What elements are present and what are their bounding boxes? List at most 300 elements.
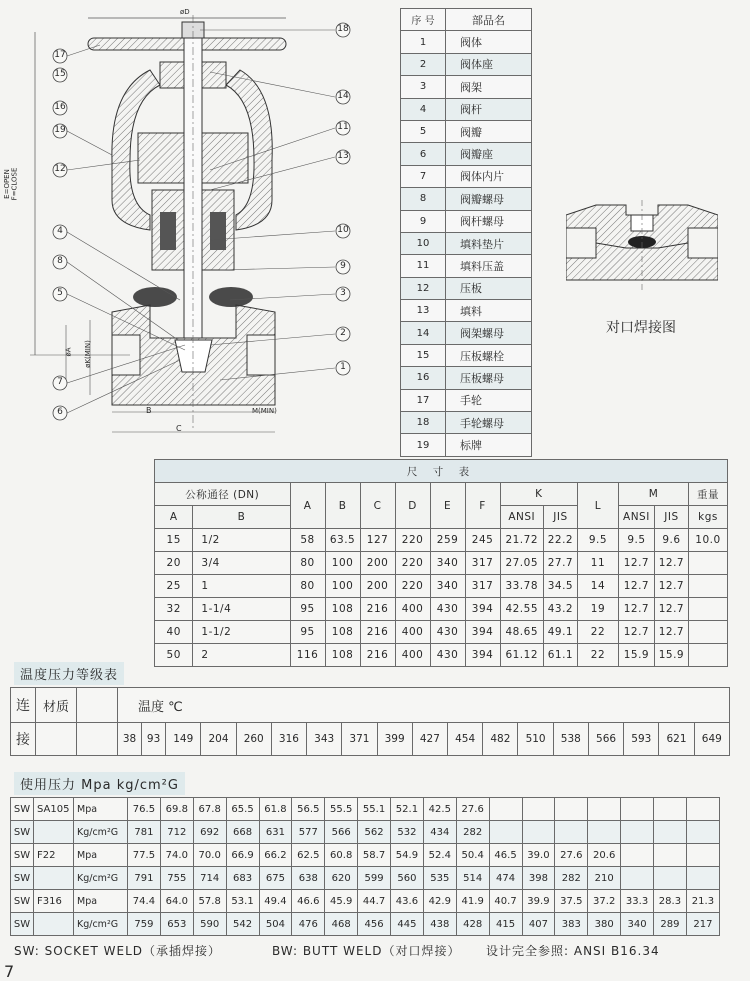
dim-cell-d: 400	[395, 598, 430, 621]
part-name: 压板	[446, 277, 532, 299]
pressure-value: 445	[391, 913, 424, 936]
pressure-value: 577	[292, 821, 325, 844]
col-header-k: K	[500, 483, 577, 506]
dimension-row	[155, 552, 728, 575]
temperature-value: 621	[659, 723, 694, 756]
pressure-unit: Kg/cm²G	[74, 913, 128, 936]
parts-table	[400, 8, 532, 457]
callout-10: 10	[337, 225, 349, 235]
pressure-value: 791	[128, 867, 161, 890]
callout-19: 19	[54, 125, 66, 135]
pressure-value: 27.6	[456, 798, 489, 821]
part-name: 阀杆螺母	[446, 210, 532, 232]
pressure-value	[654, 821, 687, 844]
pressure-value: 562	[358, 821, 391, 844]
pressure-value: 468	[325, 913, 358, 936]
dim-cell-m1: 12.7	[618, 575, 654, 598]
parts-row	[401, 412, 532, 434]
dim-cell-a: 80	[290, 575, 325, 598]
pressure-value: 535	[423, 867, 456, 890]
pressure-value: 210	[588, 867, 621, 890]
dim-cell-d: 220	[395, 529, 430, 552]
callout-7: 7	[57, 377, 63, 387]
dim-cell-a: 32	[155, 598, 193, 621]
parts-row	[401, 165, 532, 187]
pressure-value: 456	[358, 913, 391, 936]
col-header-b: B	[325, 483, 360, 529]
pressure-value	[555, 821, 588, 844]
pressure-value: 282	[456, 821, 489, 844]
pressure-value: 55.5	[325, 798, 358, 821]
part-name: 手轮	[446, 389, 532, 411]
part-number: 5	[401, 120, 446, 142]
dimension-table	[154, 459, 728, 667]
part-name: 填料	[446, 300, 532, 322]
temperature-value: 371	[342, 723, 377, 756]
part-name: 填料压盖	[446, 255, 532, 277]
pressure-value: 289	[654, 913, 687, 936]
pressure-value: 20.6	[588, 844, 621, 867]
pressure-value: 46.5	[489, 844, 522, 867]
pressure-value	[621, 844, 654, 867]
pressure-value	[489, 798, 522, 821]
dim-cell-w	[689, 552, 728, 575]
dim-cell-l: 22	[577, 621, 618, 644]
pressure-value: 638	[292, 867, 325, 890]
parts-row	[401, 31, 532, 53]
parts-header-name: 部品名	[446, 9, 532, 31]
temperature-value: 427	[412, 723, 447, 756]
dim-cell-c: 127	[360, 529, 395, 552]
sub-header-weight: kgs	[689, 506, 728, 529]
col-header-m: M	[618, 483, 688, 506]
part-number: 1	[401, 31, 446, 53]
dim-cell-b: 108	[325, 644, 360, 667]
temperature-section-title: 温度压力等级表	[14, 662, 124, 685]
pressure-value: 675	[259, 867, 292, 890]
sub-header-m-ansi: ANSI	[618, 506, 654, 529]
dim-cell-a: 95	[290, 598, 325, 621]
dim-label-d0: øD	[180, 8, 190, 16]
dim-cell-l: 9.5	[577, 529, 618, 552]
pressure-value: 50.4	[456, 844, 489, 867]
pressure-value: 28.3	[654, 890, 687, 913]
dim-cell-b: 1	[193, 575, 290, 598]
callout-6: 6	[57, 407, 63, 417]
col-header-a: A	[290, 483, 325, 529]
pressure-value: 66.2	[259, 844, 292, 867]
dim-cell-a: 50	[155, 644, 193, 667]
part-name: 阀架螺母	[446, 322, 532, 344]
part-name: 阀杆	[446, 98, 532, 120]
pressure-value: 590	[193, 913, 226, 936]
pressure-value: 27.6	[555, 844, 588, 867]
pressure-value: 61.8	[259, 798, 292, 821]
dim-cell-m1: 12.7	[618, 598, 654, 621]
pressure-value: 65.5	[226, 798, 259, 821]
pressure-value: 44.7	[358, 890, 391, 913]
parts-table-header	[401, 9, 532, 31]
temperature-table	[10, 687, 730, 756]
callout-14: 14	[337, 91, 349, 101]
pressure-value: 54.9	[391, 844, 424, 867]
col-header-l: L	[577, 483, 618, 529]
parts-row	[401, 53, 532, 75]
pressure-value: 282	[555, 867, 588, 890]
pressure-value: 40.7	[489, 890, 522, 913]
page-number: 7	[4, 962, 15, 981]
temperature-value: 260	[236, 723, 271, 756]
dim-cell-k2: 43.2	[543, 598, 577, 621]
dim-cell-w	[689, 575, 728, 598]
pressure-value: 560	[391, 867, 424, 890]
pressure-value: 49.4	[259, 890, 292, 913]
pressure-value: 57.8	[193, 890, 226, 913]
pressure-value: 755	[160, 867, 193, 890]
pressure-value	[588, 798, 621, 821]
pressure-value: 532	[391, 821, 424, 844]
callout-5: 5	[57, 288, 63, 298]
pressure-value: 37.5	[555, 890, 588, 913]
part-name: 压板螺母	[446, 367, 532, 389]
dimension-table-title: 尺 寸 表	[155, 460, 728, 483]
pressure-value: 56.5	[292, 798, 325, 821]
part-number: 10	[401, 232, 446, 254]
dim-cell-w	[689, 598, 728, 621]
pressure-value: 60.8	[325, 844, 358, 867]
part-number: 15	[401, 344, 446, 366]
dim-cell-m2: 12.7	[654, 552, 688, 575]
parts-row	[401, 188, 532, 210]
pressure-value: 69.8	[160, 798, 193, 821]
temperature-label: 温度 ℃	[118, 688, 730, 723]
part-number: 9	[401, 210, 446, 232]
pressure-value: 620	[325, 867, 358, 890]
part-name: 压板螺栓	[446, 344, 532, 366]
pressure-value: 37.2	[588, 890, 621, 913]
part-name: 标牌	[446, 434, 532, 456]
dim-cell-e: 430	[430, 644, 465, 667]
pressure-value: 759	[128, 913, 161, 936]
connection-type: SW	[11, 913, 34, 936]
pressure-value: 70.0	[193, 844, 226, 867]
dim-cell-b: 3/4	[193, 552, 290, 575]
dim-cell-a: 20	[155, 552, 193, 575]
temperature-value: 593	[624, 723, 659, 756]
parts-row	[401, 120, 532, 142]
footer-socket-weld: SW: SOCKET WELD（承插焊接）	[14, 944, 222, 958]
dim-label-k: øK(MIN)	[83, 340, 92, 368]
pressure-value: 692	[193, 821, 226, 844]
pressure-value	[489, 821, 522, 844]
dim-cell-k2: 34.5	[543, 575, 577, 598]
col-header-c: C	[360, 483, 395, 529]
material-label: 材质	[36, 688, 77, 723]
dim-cell-c: 216	[360, 644, 395, 667]
dim-cell-e: 340	[430, 552, 465, 575]
dim-cell-b: 1-1/2	[193, 621, 290, 644]
temperature-value: 343	[307, 723, 342, 756]
pressure-value: 714	[193, 867, 226, 890]
callout-18: 18	[337, 24, 349, 34]
dim-cell-d: 220	[395, 552, 430, 575]
parts-row	[401, 389, 532, 411]
callout-4: 4	[57, 226, 63, 236]
dim-cell-b: 1-1/4	[193, 598, 290, 621]
pressure-value	[588, 821, 621, 844]
dim-cell-a: 80	[290, 552, 325, 575]
dim-label-m: M(MIN)	[252, 407, 277, 415]
parts-row	[401, 434, 532, 456]
pressure-value: 631	[259, 821, 292, 844]
col-header-f: F	[465, 483, 500, 529]
dim-cell-c: 216	[360, 621, 395, 644]
pressure-value: 52.1	[391, 798, 424, 821]
dim-cell-w	[689, 644, 728, 667]
dim-cell-b: 108	[325, 621, 360, 644]
dim-cell-w: 10.0	[689, 529, 728, 552]
part-number: 18	[401, 412, 446, 434]
part-number: 3	[401, 76, 446, 98]
pressure-value: 781	[128, 821, 161, 844]
dim-cell-m1: 12.7	[618, 552, 654, 575]
callout-12: 12	[54, 164, 66, 174]
pressure-value: 340	[621, 913, 654, 936]
dim-label-b: B	[146, 406, 152, 415]
pressure-value: 383	[555, 913, 588, 936]
pressure-value: 62.5	[292, 844, 325, 867]
conn-label-top: 连	[11, 688, 36, 723]
dim-cell-k1: 33.78	[500, 575, 543, 598]
dim-cell-b: 1/2	[193, 529, 290, 552]
dim-cell-a: 116	[290, 644, 325, 667]
pressure-value	[621, 798, 654, 821]
dim-cell-c: 200	[360, 552, 395, 575]
temperature-value: 149	[166, 723, 201, 756]
pressure-value: 566	[325, 821, 358, 844]
dim-cell-a: 15	[155, 529, 193, 552]
pressure-unit: Kg/cm²G	[74, 867, 128, 890]
dim-cell-k2: 27.7	[543, 552, 577, 575]
pressure-value: 653	[160, 913, 193, 936]
dim-cell-f: 317	[465, 575, 500, 598]
dim-cell-f: 317	[465, 552, 500, 575]
dim-cell-f: 245	[465, 529, 500, 552]
callout-15: 15	[54, 69, 66, 79]
callout-13: 13	[337, 151, 349, 161]
part-name: 阀体	[446, 31, 532, 53]
callout-1: 1	[340, 362, 346, 372]
temperature-value: 649	[694, 723, 729, 756]
dim-cell-a: 40	[155, 621, 193, 644]
footer-reference: 设计完全参照: ANSI B16.34	[486, 944, 660, 958]
pressure-row	[11, 798, 720, 821]
temperature-value: 454	[448, 723, 483, 756]
pressure-value	[654, 844, 687, 867]
part-number: 19	[401, 434, 446, 456]
pressure-row	[11, 890, 720, 913]
sub-header-m-jis: JIS	[654, 506, 688, 529]
pressure-value: 39.9	[522, 890, 555, 913]
nominal-size-header: 公称通径 (DN)	[155, 483, 291, 506]
dim-cell-a: 95	[290, 621, 325, 644]
pressure-value: 66.9	[226, 844, 259, 867]
callout-2: 2	[340, 328, 346, 338]
parts-row	[401, 344, 532, 366]
part-number: 13	[401, 300, 446, 322]
pressure-value	[686, 821, 719, 844]
pressure-value	[654, 798, 687, 821]
dim-cell-k2: 61.1	[543, 644, 577, 667]
dim-cell-m2: 15.9	[654, 644, 688, 667]
pressure-value: 712	[160, 821, 193, 844]
pressure-row	[11, 913, 720, 936]
parts-row	[401, 277, 532, 299]
sub-header-a: A	[155, 506, 193, 529]
part-number: 16	[401, 367, 446, 389]
dim-label-a: øA	[64, 347, 73, 357]
dim-cell-d: 400	[395, 644, 430, 667]
part-name: 阀体内片	[446, 165, 532, 187]
pressure-value: 76.5	[128, 798, 161, 821]
pressure-value: 39.0	[522, 844, 555, 867]
dim-cell-m1: 9.5	[618, 529, 654, 552]
dim-cell-f: 394	[465, 644, 500, 667]
dim-cell-l: 14	[577, 575, 618, 598]
sub-header-k-jis: JIS	[543, 506, 577, 529]
pressure-row	[11, 844, 720, 867]
pressure-value: 74.4	[128, 890, 161, 913]
pressure-value: 42.9	[423, 890, 456, 913]
material: SA105	[34, 798, 74, 821]
pressure-value: 415	[489, 913, 522, 936]
temperature-value: 93	[142, 723, 166, 756]
callout-3: 3	[340, 288, 346, 298]
pressure-value	[621, 821, 654, 844]
dim-cell-l: 22	[577, 644, 618, 667]
pressure-value: 67.8	[193, 798, 226, 821]
pressure-value: 33.3	[621, 890, 654, 913]
dim-cell-k2: 49.1	[543, 621, 577, 644]
pressure-value: 43.6	[391, 890, 424, 913]
temperature-value: 538	[553, 723, 588, 756]
temperature-value: 38	[118, 723, 142, 756]
pressure-value: 476	[292, 913, 325, 936]
material	[34, 821, 74, 844]
dim-cell-k1: 61.12	[500, 644, 543, 667]
dim-cell-f: 394	[465, 598, 500, 621]
col-header-d: D	[395, 483, 430, 529]
pressure-row	[11, 821, 720, 844]
pressure-value: 407	[522, 913, 555, 936]
pressure-value: 21.3	[686, 890, 719, 913]
pressure-value: 428	[456, 913, 489, 936]
dim-cell-b: 63.5	[325, 529, 360, 552]
dimension-row	[155, 575, 728, 598]
pressure-value: 217	[686, 913, 719, 936]
part-name: 阀瓣螺母	[446, 188, 532, 210]
pressure-value	[686, 844, 719, 867]
dim-cell-w	[689, 621, 728, 644]
pressure-value: 74.0	[160, 844, 193, 867]
dim-cell-l: 11	[577, 552, 618, 575]
dim-cell-k1: 27.05	[500, 552, 543, 575]
pressure-value	[522, 798, 555, 821]
parts-row	[401, 322, 532, 344]
pressure-value: 504	[259, 913, 292, 936]
pressure-value: 53.1	[226, 890, 259, 913]
pressure-value	[686, 798, 719, 821]
conn-label-bottom: 接	[11, 723, 36, 756]
dim-cell-b: 2	[193, 644, 290, 667]
temperature-value: 566	[588, 723, 623, 756]
part-name: 阀体座	[446, 53, 532, 75]
pressure-value: 599	[358, 867, 391, 890]
part-number: 6	[401, 143, 446, 165]
part-name: 手轮螺母	[446, 412, 532, 434]
dimension-row	[155, 644, 728, 667]
pressure-value: 55.1	[358, 798, 391, 821]
pressure-value	[654, 867, 687, 890]
connection-type: SW	[11, 821, 34, 844]
callout-labels	[0, 0, 395, 445]
pressure-unit: Mpa	[74, 890, 128, 913]
pressure-row	[11, 867, 720, 890]
dim-cell-f: 394	[465, 621, 500, 644]
material	[34, 867, 74, 890]
part-name: 填料垫片	[446, 232, 532, 254]
pressure-value: 77.5	[128, 844, 161, 867]
parts-header-no: 序 号	[401, 9, 446, 31]
pressure-unit: Kg/cm²G	[74, 821, 128, 844]
pressure-value	[522, 821, 555, 844]
dimension-row	[155, 621, 728, 644]
pressure-value: 542	[226, 913, 259, 936]
dim-cell-m2: 12.7	[654, 621, 688, 644]
part-number: 17	[401, 389, 446, 411]
pressure-value: 41.9	[456, 890, 489, 913]
pressure-table	[10, 797, 720, 936]
connection-type: SW	[11, 844, 34, 867]
sub-header-b: B	[193, 506, 290, 529]
parts-row	[401, 210, 532, 232]
col-header-e: E	[430, 483, 465, 529]
temperature-value: 510	[518, 723, 553, 756]
part-number: 4	[401, 98, 446, 120]
dim-cell-k1: 48.65	[500, 621, 543, 644]
part-number: 11	[401, 255, 446, 277]
material	[34, 913, 74, 936]
dim-cell-m2: 12.7	[654, 598, 688, 621]
pressure-value: 46.6	[292, 890, 325, 913]
pressure-value: 438	[423, 913, 456, 936]
dim-cell-m2: 9.6	[654, 529, 688, 552]
sub-header-k-ansi: ANSI	[500, 506, 543, 529]
dim-label-f-close: F=CLOSE	[10, 167, 19, 201]
dim-cell-k1: 21.72	[500, 529, 543, 552]
pressure-value	[555, 798, 588, 821]
dim-cell-k1: 42.55	[500, 598, 543, 621]
pressure-value: 380	[588, 913, 621, 936]
parts-table-body	[401, 31, 532, 456]
pressure-unit: Mpa	[74, 844, 128, 867]
material: F22	[34, 844, 74, 867]
pressure-value: 434	[423, 821, 456, 844]
temperature-value: 399	[377, 723, 412, 756]
dim-cell-b: 108	[325, 598, 360, 621]
pressure-value	[686, 867, 719, 890]
dimension-row	[155, 598, 728, 621]
